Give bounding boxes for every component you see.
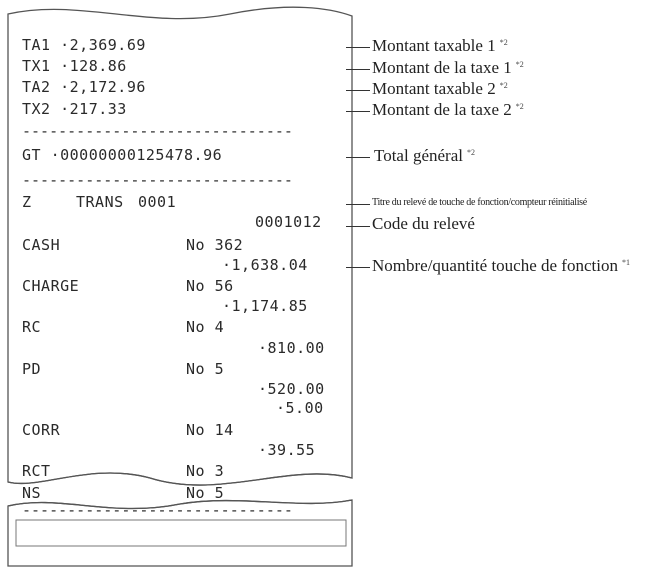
- annotation-report-title: Titre du relevé de touche de fonction/compteur réinitialisé: [372, 197, 587, 208]
- func-cash-no: [186, 236, 243, 254]
- func-rct-count: 3: [214, 462, 225, 480]
- func-cash-no-label: No: [186, 236, 206, 254]
- func-pd-no: [186, 360, 224, 378]
- row-ta1-label: TA1: [22, 36, 51, 54]
- annotation-tax-1-text: Montant de la taxe 1: [372, 58, 512, 77]
- func-charge-label: CHARGE: [22, 277, 80, 295]
- func-rc-count: 4: [214, 318, 225, 336]
- annotation-grand-total: [374, 146, 475, 166]
- annotation-tax-2-mark: *2: [515, 102, 524, 111]
- leader-count: [346, 267, 370, 268]
- func-corr-amount: ·39.55: [258, 441, 316, 459]
- func-rct-label: RCT: [22, 462, 51, 480]
- annotation-tax-2: [372, 100, 524, 120]
- func-cash-amount: ·1,638.04: [222, 256, 308, 274]
- func-charge-amount: ·1,174.85: [222, 297, 308, 315]
- func-rc-amount: ·810.00: [258, 339, 325, 357]
- row-tx2: [22, 100, 127, 118]
- func-rct-no: [186, 462, 224, 480]
- dashed-separator-2: ------------------------------: [22, 175, 293, 185]
- row-gt-label: GT: [22, 146, 42, 164]
- annotation-taxable-1-text: Montant taxable 1: [372, 36, 496, 55]
- annotation-taxable-2: [372, 79, 508, 99]
- annotation-taxable-1-mark: *2: [499, 38, 508, 47]
- func-corr-count: 14: [214, 421, 234, 439]
- func-corr-label: CORR: [22, 421, 61, 439]
- func-charge-count: 56: [214, 277, 234, 295]
- annotation-function-count: [372, 256, 630, 276]
- annotation-tax-1-mark: *2: [515, 60, 524, 69]
- func-ns-no: [186, 484, 224, 502]
- func-ns-no-label: No: [186, 484, 206, 502]
- func-ns-count: 5: [214, 484, 225, 502]
- func-pd-label: PD: [22, 360, 42, 378]
- row-gt: [22, 146, 222, 164]
- z-label: Z: [22, 193, 32, 211]
- func-charge-no-label: No: [186, 277, 206, 295]
- annotation-taxable-1: [372, 36, 508, 56]
- annotation-tax-1: [372, 58, 524, 78]
- func-charge-no: [186, 277, 234, 295]
- annotation-function-count-mark: *1: [621, 258, 630, 267]
- annotation-function-count-text: Nombre/quantité touche de fonction: [372, 256, 618, 275]
- func-pd-no-label: No: [186, 360, 206, 378]
- dashed-separator-1: ------------------------------: [22, 126, 293, 136]
- func-cash-count: 362: [214, 236, 244, 254]
- func-cash-label: CASH: [22, 236, 61, 254]
- annotation-taxable-2-mark: *2: [499, 81, 508, 90]
- dashed-separator-3: ------------------------------: [22, 505, 293, 515]
- leader-tx2: [346, 111, 370, 112]
- func-pd-amount: ·520.00: [258, 380, 325, 398]
- annotation-grand-total-mark: *2: [466, 148, 475, 157]
- row-ta2-label: TA2: [22, 78, 51, 96]
- row-tx1-label: TX1: [22, 57, 51, 75]
- row-ta2: [22, 78, 146, 96]
- annotation-tax-2-text: Montant de la taxe 2: [372, 100, 512, 119]
- func-rc-label: RC: [22, 318, 42, 336]
- leader-tx1: [346, 69, 370, 70]
- func-corr-no: [186, 421, 234, 439]
- row-gt-value: ·00000000125478.96: [50, 146, 223, 164]
- leader-ta2: [346, 90, 370, 91]
- func-ns-label: NS: [22, 484, 42, 502]
- annotation-taxable-2-text: Montant taxable 2: [372, 79, 496, 98]
- row-ta1-value: ·2,369.69: [60, 36, 146, 54]
- trans-label: TRANS: [76, 193, 124, 211]
- row-tx1-value: ·128.86: [60, 57, 127, 75]
- func-rc-no: [186, 318, 224, 336]
- func-rc-no-label: No: [186, 318, 206, 336]
- row-tx2-label: TX2: [22, 100, 51, 118]
- annotation-report-code: Code du relevé: [372, 214, 475, 233]
- report-code: 0001012: [255, 213, 322, 231]
- trans-number: 0001: [138, 193, 177, 211]
- func-pd-count: 5: [214, 360, 225, 378]
- leader-ta1: [346, 47, 370, 48]
- row-tx1: [22, 57, 127, 75]
- row-tx2-value: ·217.33: [60, 100, 127, 118]
- leader-title: [346, 204, 370, 205]
- func-rct-no-label: No: [186, 462, 206, 480]
- row-ta2-value: ·2,172.96: [60, 78, 146, 96]
- annotation-grand-total-text: Total général: [374, 146, 463, 165]
- leader-code: [346, 226, 370, 227]
- row-ta1: [22, 36, 146, 54]
- func-corr-no-label: No: [186, 421, 206, 439]
- leader-gt: [346, 157, 370, 158]
- func-pd-amount-2: ·5.00: [276, 399, 324, 417]
